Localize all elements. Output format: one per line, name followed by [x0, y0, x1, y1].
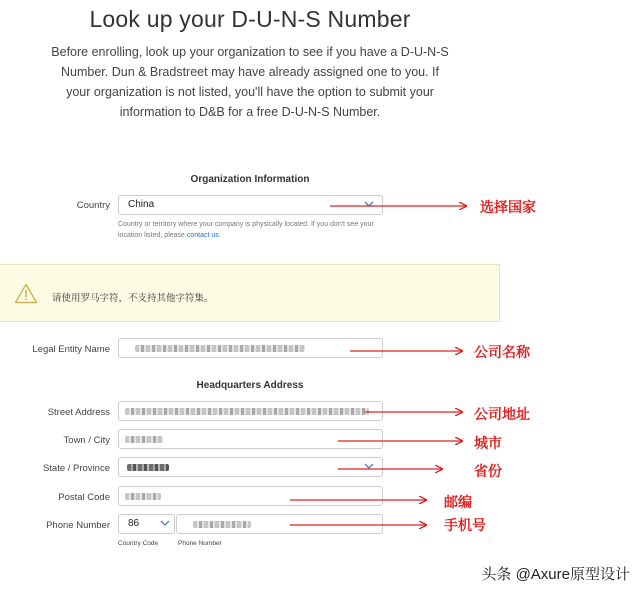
warning-text: 请使用罗马字符，不支持其他字符集。: [52, 293, 214, 304]
country-value: China: [128, 199, 155, 210]
organization-section-title: Organization Information: [190, 174, 310, 185]
country-hint: Country or territory where your company is physically located. If you don't see your location listed, please contact us.: [118, 221, 374, 239]
country-code-sublabel: Country Code: [118, 540, 159, 547]
phone-number-sublabel: Phone Number: [178, 540, 222, 547]
legal-entity-label: Legal Entity Name: [32, 344, 110, 355]
country-label: Country: [76, 200, 110, 211]
annotation-street: 公司地址: [474, 406, 530, 422]
annotation-entity: 公司名称: [474, 344, 530, 360]
state-label: State / Province: [42, 463, 110, 474]
phone-number-label: Phone Number: [46, 520, 110, 531]
postal-code-label: Postal Code: [58, 492, 110, 503]
headquarters-section-title: Headquarters Address: [196, 380, 304, 391]
contact-us-link[interactable]: contact us: [186, 232, 219, 239]
annotation-phone: 手机号: [444, 517, 486, 533]
annotation-state: 省份: [474, 463, 502, 479]
annotation-country: 选择国家: [480, 199, 536, 215]
country-code-value: 86: [128, 518, 140, 529]
page-title: Look up your D-U-N-S Number: [89, 6, 411, 32]
annotation-postal: 邮编: [444, 494, 472, 510]
city-label: Town / City: [63, 435, 110, 446]
annotation-city: 城市: [474, 435, 502, 451]
watermark: 头条 @Axure原型设计: [481, 566, 630, 583]
intro-text: Before enrolling, look up your organization to see if you have a D-U-N-S Number. Dun & Bradstreet may have already assigned one to you. If your organization is not listed, you'll have the option to submit your information to D&B for a free D-U-N-S Number.: [51, 45, 449, 119]
street-address-label: Street Address: [47, 407, 110, 418]
